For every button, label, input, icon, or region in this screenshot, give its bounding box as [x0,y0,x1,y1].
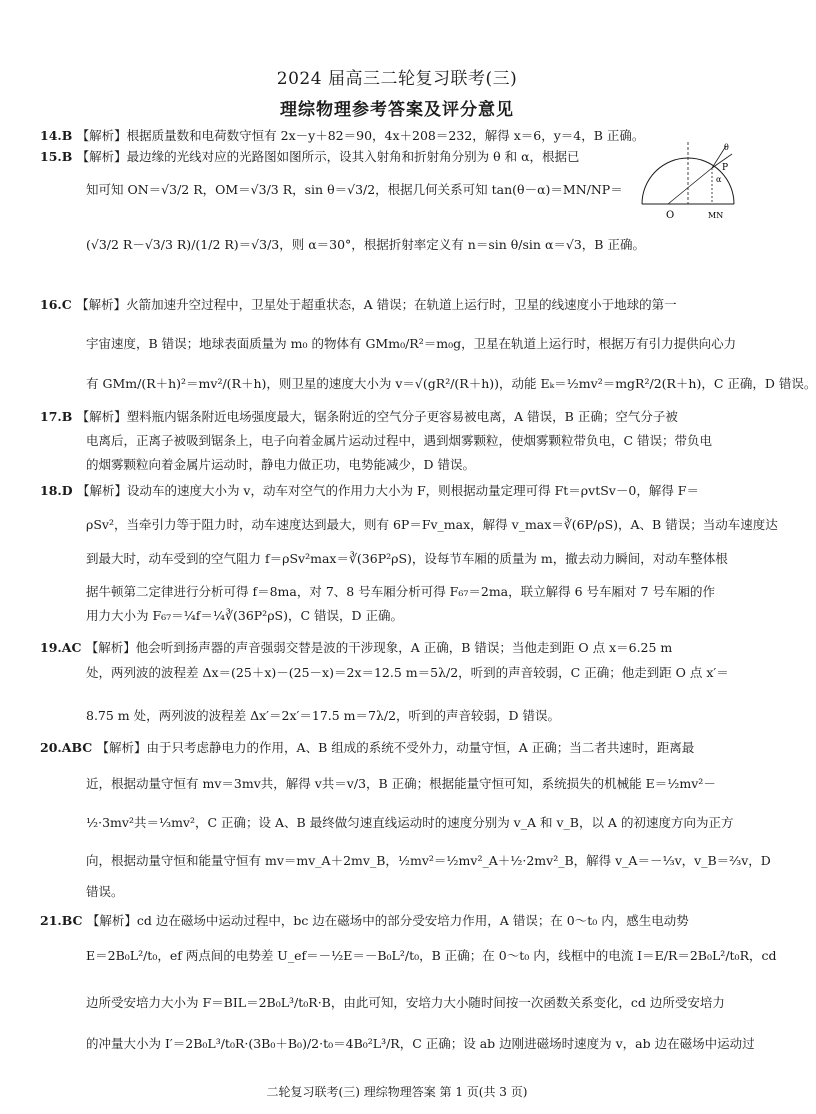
question-number: 15.B [40,149,77,164]
figure-label-o: O [666,210,675,221]
question-number: 19.AC [40,640,86,655]
answer-line [40,483,730,499]
answer-subtitle: 理综物理参考答案及评分意见 [280,100,514,120]
answer-line: 的烟雾颗粒向着金属片运动时，静电力做正功，电势能减少，D 错误。 [86,457,475,472]
answer-line [40,913,730,929]
figure-label-mn: MN [708,211,724,220]
answer-text: 【解析】塑料瓶内锯条附近电场强度最大，锯条附近的空气分子更容易被电离，A 错误，B 正确；空气分子被 [76,409,678,424]
optics-diagram [628,138,740,222]
answer-line: ½·3mv²共＝⅓mv²，C 正确；设 A、B 最终做匀速直线运动时的速度分别为 v_A 和 v_B，以 A 的初速度方向为正方 [86,815,734,830]
question-number: 16.C [40,297,77,312]
question-number: 21.BC [40,913,87,928]
answer-text: 【解析】他会听到扬声器的声音强弱交替是波的干涉现象，A 正确，B 错误；当他走到距 O 点 x＝6.25 m [85,640,673,655]
answer-line: 处，两列波的波程差 Δx＝(25＋x)－(25－x)＝2x＝12.5 m＝5λ/2，听到的声音较弱，C 正确；他走到距 O 点 x′＝ [86,665,729,680]
figure-label-p: P [722,163,729,173]
answer-text: 【解析】最边缘的光线对应的光路图如图所示，设其入射角和折射角分别为 θ 和 α，根据已 [76,149,580,164]
answer-line: 近，根据动量守恒有 mv＝3mv共，解得 v共＝v/3，B 正确；根据能量守恒可知，系统损失的机械能 E＝½mv²－ [86,776,716,791]
answer-text: 【解析】根据质量数和电荷数守恒有 2x－y＋82＝90，4x＋208＝232，解得 x＝6，y＝4，B 正确。 [76,128,645,143]
answer-text: 【解析】火箭加速升空过程中，卫星处于超重状态，A 错误；在轨道上运行时，卫星的线速度小于地球的第一 [76,297,677,312]
answer-line: 的冲量大小为 I′＝2B₀L³/t₀R·(3B₀＋B₀)/2·t₀＝4B₀²L³/R，C 正确；设 ab 边刚进磁场时速度为 v，ab 边在磁场中运动过 [86,1036,755,1051]
answer-line: 有 GMm/(R＋h)²＝mv²/(R＋h)，则卫星的速度大小为 v＝√(gR²/(R＋h))，动能 Eₖ＝½mv²＝mgR²/2(R＋h)，C 正确，D 错误。 [86,376,816,391]
answer-text: 【解析】cd 边在磁场中运动过程中，bc 边在磁场中的部分受安培力作用，A 错误；在 0～t₀ 内，感生电动势 [86,913,689,928]
answer-line [40,740,730,756]
exam-title: 2024 届高三二轮复习联考(三) [276,69,518,89]
answer-line: 边所受安培力大小为 F＝BIL＝2B₀L³/t₀R·B，由此可知，安培力大小随时间按一次函数关系变化，cd 边所受安培力 [86,995,725,1010]
answer-text: 【解析】设动车的速度大小为 v，动车对空气的作用力大小为 F，则根据动量定理可得 Ft＝ρvtSv－0，解得 F＝ [76,483,699,498]
answer-line: E＝2B₀L²/t₀，ef 两点间的电势差 U_ef＝－½E＝－B₀L²/t₀，B 正确；在 0～t₀ 内，线框中的电流 I＝E/R＝2B₀L²/t₀R，cd [86,948,777,963]
question-number: 20.ABC [40,740,97,755]
figure-label-alpha: α [716,175,722,184]
question-number: 14.B [40,128,77,143]
answer-line: 错误。 [86,884,124,899]
answer-line [40,149,615,165]
answer-line [40,128,730,144]
answer-line: 8.75 m 处，两列波的波程差 Δx′＝2x′＝17.5 m＝7λ/2，听到的声音较弱，D 错误。 [86,708,561,723]
answer-line: (√3/2 R－√3/3 R)/(1/2 R)＝√3/3，则 α＝30°，根据折射率定义有 n＝sin θ/sin α＝√3，B 正确。 [86,237,645,252]
answer-line [40,409,730,425]
page-footer: 二轮复习联考(三) 理综物理答案 第 1 页(共 3 页) [266,1085,528,1099]
question-number: 17.B [40,409,77,424]
answer-line: 宇宙速度，B 错误；地球表面质量为 m₀ 的物体有 GMm₀/R²＝m₀g，卫星在轨道上运行时，根据万有引力提供向心力 [86,336,737,351]
answer-line: ρSv²，当牵引力等于阻力时，动车速度达到最大，则有 6P＝Fv_max，解得 v_max＝∛(6P/ρS)，A、B 错误；当动车速度达 [86,517,778,532]
answer-line: 据牛顿第二定律进行分析可得 f＝8ma，对 7、8 号车厢分析可得 F₆₇＝2ma，联立解得 6 号车厢对 7 号车厢的作 [86,584,715,599]
answer-line: 知可知 ON＝√3/2 R，OM＝√3/3 R，sin θ＝√3/2，根据几何关系可知 tan(θ－α)＝MN/NP＝ [86,182,623,197]
answer-line [40,297,730,313]
figure-label-theta: θ [724,143,729,152]
question-number: 18.D [40,483,77,498]
answer-line: 用力大小为 F₆₇＝¼f＝¼∛(36P²ρS)，C 错误，D 正确。 [86,608,404,623]
answer-line [40,640,730,656]
answer-line: 到最大时，动车受到的空气阻力 f＝ρSv²max＝∛(36P²ρS)，设每节车厢的质量为 m，撤去动力瞬间，对动车整体根 [86,551,728,566]
answer-line: 向，根据动量守恒和能量守恒有 mv＝mv_A＋2mv_B，½mv²＝½mv²_A＋½·2mv²_B，解得 v_A＝－⅓v，v_B＝⅔v，D [86,853,771,868]
answer-line: 电离后，正离子被吸到锯条上，电子向着金属片运动过程中，遇到烟雾颗粒，使烟雾颗粒带负电，C 错误；带负电 [86,433,713,448]
answer-text: 【解析】由于只考虑静电力的作用，A、B 组成的系统不受外力，动量守恒，A 正确；当二者共速时，距离最 [96,740,695,755]
